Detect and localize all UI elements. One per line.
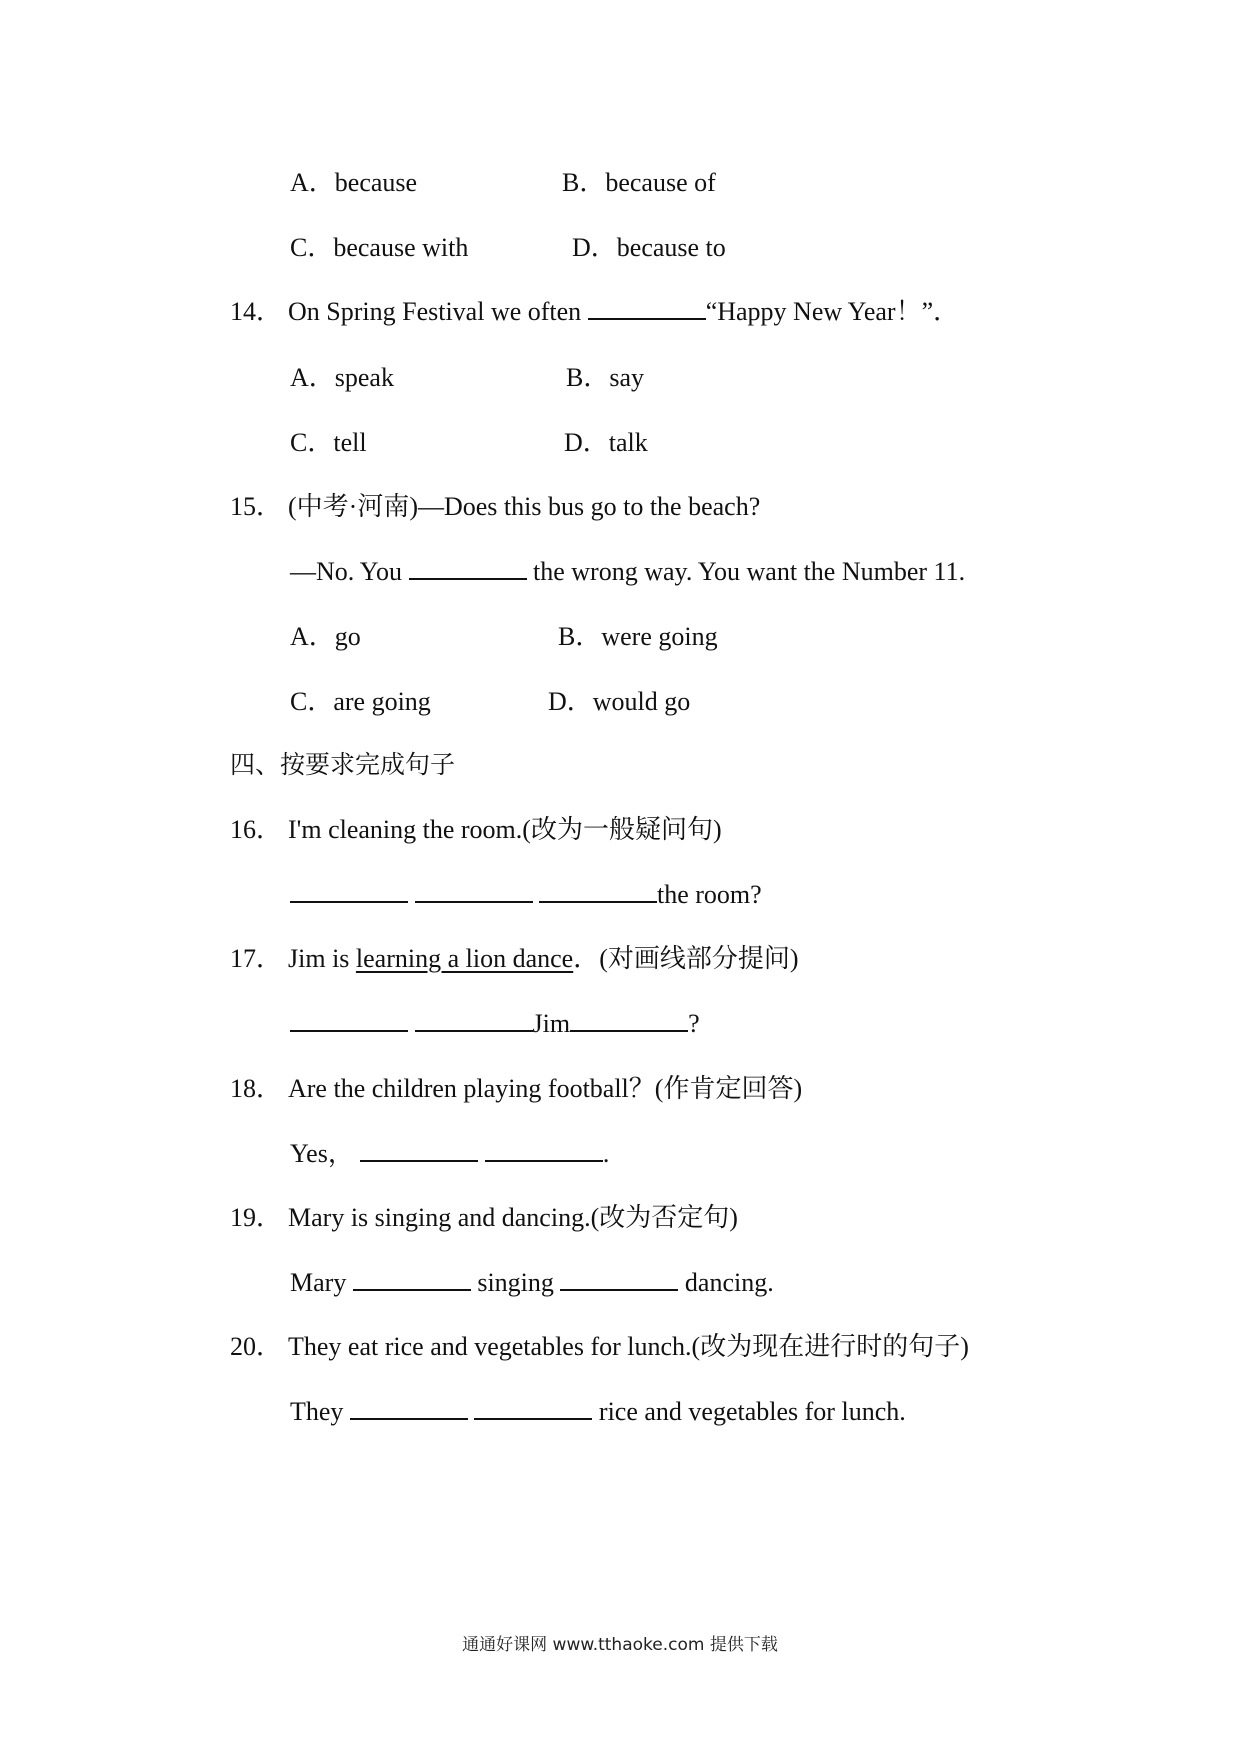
answer-line xyxy=(290,1395,906,1429)
option-a: A．because xyxy=(290,168,418,197)
option-b: B．say xyxy=(566,363,645,392)
option-d: D．would go xyxy=(548,687,691,716)
option-a: A．speak xyxy=(290,363,394,392)
answer-blank[interactable] xyxy=(290,1008,408,1032)
question-number: 16． xyxy=(230,815,283,844)
question-number: 17． xyxy=(230,944,283,973)
dialogue-text: —No. You xyxy=(290,557,402,586)
answer-blank[interactable] xyxy=(485,1138,603,1162)
question-18 xyxy=(230,1072,802,1106)
answer-line xyxy=(290,878,762,912)
option-line xyxy=(290,231,468,265)
option-c: C．are going xyxy=(290,687,431,716)
dialogue-line xyxy=(290,555,965,589)
answer-blank[interactable] xyxy=(570,1008,688,1032)
answer-line xyxy=(290,1266,774,1300)
option-c: C．tell xyxy=(290,428,367,457)
answer-blank[interactable] xyxy=(588,296,706,320)
option-line xyxy=(562,166,716,200)
option-c: C．because with xyxy=(290,233,469,262)
answer-text: singing xyxy=(477,1268,554,1297)
question-number: 18． xyxy=(230,1074,283,1103)
answer-text: rice and vegetables for lunch. xyxy=(598,1397,906,1426)
question-14 xyxy=(230,295,959,329)
question-number: 19． xyxy=(230,1203,283,1232)
answer-text: dancing. xyxy=(684,1268,774,1297)
option-b: B．were going xyxy=(558,622,718,651)
answer-blank[interactable] xyxy=(353,1267,471,1291)
question-number: 14． xyxy=(230,297,283,326)
question-stem: I'm cleaning the room.(改为一般疑问句) xyxy=(288,815,722,844)
answer-blank[interactable] xyxy=(350,1396,468,1420)
question-stem-end: “Happy New Year！”． xyxy=(705,297,960,326)
dialogue-text: the wrong way. You want the Number 11. xyxy=(533,557,966,586)
answer-text: . xyxy=(602,1139,610,1168)
answer-text: They xyxy=(290,1397,344,1426)
section-title: 四、按要求完成句子 xyxy=(230,750,456,779)
answer-line xyxy=(290,1137,609,1171)
option-line xyxy=(290,166,417,200)
question-15 xyxy=(230,490,760,524)
option-a: A．go xyxy=(290,622,361,651)
question-19 xyxy=(230,1201,738,1235)
question-stem: Are the children playing football？(作肯定回答) xyxy=(288,1074,803,1103)
answer-blank[interactable] xyxy=(539,879,657,903)
question-stem: They eat rice and vegetables for lunch.(改为现在进行时的句子) xyxy=(288,1332,969,1361)
answer-text: ? xyxy=(688,1009,700,1038)
underlined-phrase: learning a lion dance xyxy=(355,944,574,973)
question-stem: Mary is singing and dancing.(改为否定句) xyxy=(288,1203,738,1232)
question-number: 20． xyxy=(230,1332,283,1361)
answer-blank[interactable] xyxy=(560,1267,678,1291)
option-d: D．because to xyxy=(572,233,726,262)
answer-line xyxy=(290,1007,700,1041)
answer-text: Yes， xyxy=(290,1139,354,1168)
question-17 xyxy=(230,942,799,976)
question-20 xyxy=(230,1330,969,1364)
answer-blank[interactable] xyxy=(474,1396,592,1420)
question-stem: (中考·河南)—Does this bus go to the beach? xyxy=(288,492,761,521)
question-16 xyxy=(230,813,722,847)
answer-blank[interactable] xyxy=(360,1138,478,1162)
option-line xyxy=(572,231,726,265)
answer-text: the room? xyxy=(657,880,762,909)
question-stem: On Spring Festival we often xyxy=(288,297,582,326)
answer-blank[interactable] xyxy=(409,556,527,580)
question-number: 15． xyxy=(230,492,283,521)
footer-watermark: 通通好课网 www.tthaoke.com 提供下载 xyxy=(462,1635,778,1655)
option-b: B．because of xyxy=(562,168,716,197)
answer-text: Mary xyxy=(290,1268,347,1297)
answer-blank[interactable] xyxy=(290,879,408,903)
answer-text: Jim xyxy=(532,1009,571,1038)
question-stem: Jim is xyxy=(288,944,350,973)
answer-blank[interactable] xyxy=(415,879,533,903)
question-instruction: ．(对画线部分提问) xyxy=(573,944,799,973)
option-d: D．talk xyxy=(564,428,648,457)
answer-blank[interactable] xyxy=(415,1008,533,1032)
